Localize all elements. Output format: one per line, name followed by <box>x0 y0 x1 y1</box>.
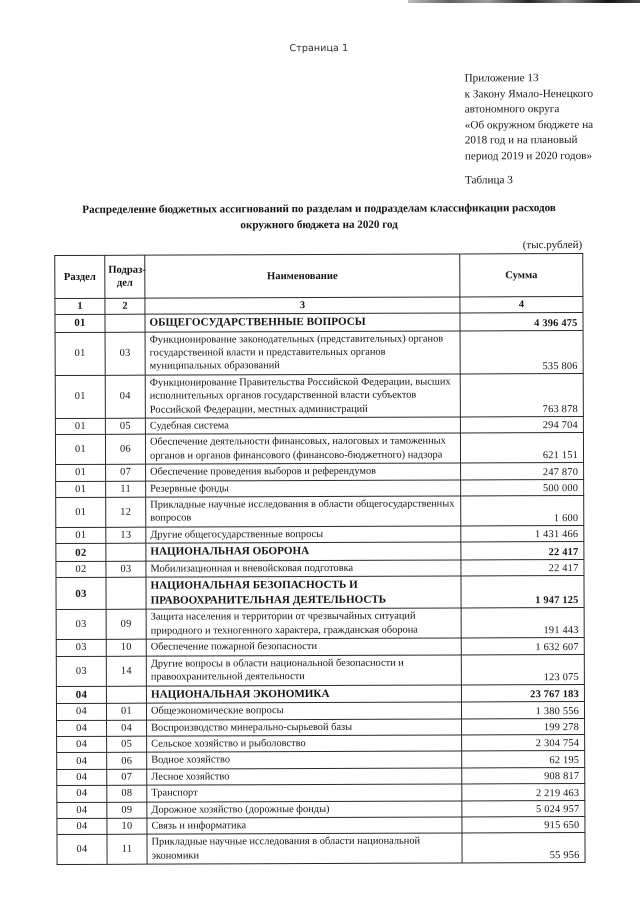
cell-podrazdel <box>105 314 145 332</box>
cell-amount: 55 956 <box>462 833 585 863</box>
table-row <box>56 479 584 497</box>
cell-name: Сельское хозяйство и рыболовство <box>147 735 462 753</box>
cell-podrazdel: 01 <box>106 703 146 720</box>
table-row <box>56 496 584 528</box>
table-row <box>57 767 585 785</box>
cell-amount: 621 151 <box>460 433 583 463</box>
cell-name: Лесное хозяйство <box>147 768 462 786</box>
cell-name: Связь и информатика <box>147 817 462 835</box>
cell-name: Воспроизводство минерально-сырьевой базы <box>147 718 462 736</box>
page-label: Страница 1 <box>289 42 349 55</box>
table-row <box>56 702 584 720</box>
imprint-line-5: 2018 год и на плановый <box>464 134 578 147</box>
table-row <box>55 417 583 435</box>
cell-razdel: 04 <box>57 736 107 753</box>
header-podrazdel-line-2: дел <box>116 277 133 289</box>
cell-amount: 2 304 754 <box>462 734 585 751</box>
cell-name: Судебная система <box>145 417 460 435</box>
cell-razdel: 04 <box>56 703 106 720</box>
cell-amount: 4 396 475 <box>460 312 583 330</box>
cell-name: НАЦИОНАЛЬНАЯ ОБОРОНА <box>146 542 461 561</box>
header-podrazdel-line-1: Подраз- <box>108 264 146 276</box>
cell-amount: 294 704 <box>460 417 583 434</box>
cell-name: Другие вопросы в области национальной безопасности и правоохранительной деятельности <box>146 655 461 686</box>
imprint-line-3: автономного округа <box>464 103 560 116</box>
cell-razdel: 01 <box>56 497 106 527</box>
table-row <box>56 559 584 577</box>
cell-amount: 1 632 607 <box>461 638 584 655</box>
cell-podrazdel: 04 <box>105 375 145 418</box>
cell-name: Защита населения и территории от чрезвычайных ситуаций природного и техногенного характера, гражданская оборона <box>146 608 461 639</box>
cell-amount: 62 195 <box>462 751 585 768</box>
cell-name: Транспорт <box>147 784 462 802</box>
imprint-line-1: Приложение 13 <box>464 72 539 85</box>
table-row <box>55 433 583 465</box>
cell-podrazdel: 10 <box>107 818 147 835</box>
cell-amount: 1 947 125 <box>461 576 584 609</box>
cell-razdel: 04 <box>57 720 107 737</box>
table-row <box>55 373 583 418</box>
cell-podrazdel: 09 <box>107 802 147 819</box>
cell-amount: 123 075 <box>461 654 584 684</box>
table-row <box>55 330 583 375</box>
cell-podrazdel: 07 <box>106 464 146 481</box>
cell-podrazdel: 05 <box>105 418 145 435</box>
cell-name: Резервные фонды <box>146 480 461 498</box>
cell-name: Мобилизационная и вневойсковая подготовка <box>146 560 461 578</box>
table-row <box>56 684 584 704</box>
cell-podrazdel <box>106 577 146 609</box>
cell-amount: 247 870 <box>461 463 584 480</box>
cell-razdel: 02 <box>56 544 106 562</box>
cell-amount: 199 278 <box>462 718 585 735</box>
cell-razdel: 01 <box>56 465 106 482</box>
cell-razdel: 04 <box>57 785 107 802</box>
table-row <box>57 784 585 802</box>
cell-name: Дорожное хозяйство (дорожные фонды) <box>147 800 462 818</box>
table-header-row <box>55 253 583 298</box>
colnum-2: 2 <box>105 298 145 314</box>
cell-podrazdel: 11 <box>107 835 147 865</box>
cell-razdel: 01 <box>55 375 105 418</box>
colnum-4: 4 <box>460 296 583 312</box>
header-razdel: Раздел <box>55 255 105 298</box>
imprint-line-6: период 2019 и 2020 годов» <box>464 149 593 163</box>
table-row <box>56 576 584 610</box>
budget-table <box>54 253 585 865</box>
cell-razdel: 03 <box>56 640 106 657</box>
table-header <box>55 253 583 314</box>
cell-razdel: 04 <box>57 835 107 865</box>
cell-podrazdel: 09 <box>106 610 146 640</box>
colnum-3: 3 <box>145 297 460 314</box>
cell-name: Другие общегосударственные вопросы <box>146 526 461 544</box>
cell-name: Водное хозяйство <box>147 751 462 769</box>
cell-podrazdel: 13 <box>106 527 146 544</box>
cell-podrazdel <box>106 543 146 561</box>
cell-razdel: 04 <box>57 753 107 770</box>
document-title <box>63 200 575 234</box>
cell-podrazdel: 11 <box>106 481 146 498</box>
table-row <box>56 638 584 656</box>
table-row <box>57 833 585 865</box>
cell-podrazdel: 12 <box>106 497 146 527</box>
cell-amount: 1 431 466 <box>461 525 584 542</box>
cell-podrazdel: 08 <box>107 785 147 802</box>
cell-podrazdel: 04 <box>107 720 147 737</box>
cell-amount: 500 000 <box>461 479 584 496</box>
cell-name: Функционирование законодательных (представительных) органов государственной власти и представительных органов муниципальных образований <box>145 331 460 375</box>
cell-razdel: 01 <box>55 332 105 375</box>
cell-name: Обеспечение проведения выборов и референдумов <box>146 463 461 481</box>
cell-razdel: 04 <box>57 769 107 786</box>
cell-podrazdel: 03 <box>106 561 146 578</box>
table-row <box>57 718 585 736</box>
cell-razdel: 01 <box>56 481 106 498</box>
cell-podrazdel: 06 <box>107 752 147 769</box>
cell-name: Обеспечение деятельности финансовых, налоговых и таможенных органов и органов финансового (финансово-бюджетного) надзора <box>145 433 460 464</box>
cell-amount: 1 600 <box>461 496 584 526</box>
header-name: Наименование <box>145 254 460 298</box>
table-row <box>57 816 585 834</box>
cell-amount: 535 806 <box>460 330 583 374</box>
header-summa: Сумма <box>460 253 583 296</box>
cell-razdel: 04 <box>56 686 106 704</box>
table-row <box>57 800 585 818</box>
table-row <box>55 312 583 332</box>
cell-amount: 5 024 957 <box>462 800 585 817</box>
cell-razdel: 03 <box>56 578 106 610</box>
document-title-line-1: Распределение бюджетных ассигнований по разделам и подразделам классификации расходов <box>82 202 556 216</box>
cell-name: Обеспечение пожарной безопасности <box>146 638 461 656</box>
cell-name: ОБЩЕГОСУДАРСТВЕННЫЕ ВОПРОСЫ <box>145 313 460 332</box>
units-label: (тыс.рублей) <box>522 238 583 252</box>
table-row <box>56 608 584 640</box>
cell-amount: 22 417 <box>461 559 584 576</box>
cell-amount: 908 817 <box>462 767 585 784</box>
cell-razdel: 03 <box>56 610 106 640</box>
table-row <box>57 751 585 769</box>
cell-podrazdel: 05 <box>107 736 147 753</box>
cell-razdel: 04 <box>57 802 107 819</box>
cell-razdel: 02 <box>56 561 106 578</box>
cell-name: НАЦИОНАЛЬНАЯ БЕЗОПАСНОСТЬ И ПРАВООХРАНИТЕЛЬНАЯ ДЕЯТЕЛЬНОСТЬ <box>146 576 461 609</box>
table-row <box>56 654 584 686</box>
document-title-line-2: окружного бюджета на 2020 год <box>240 218 398 232</box>
cell-razdel: 01 <box>55 314 105 332</box>
cell-podrazdel <box>106 686 146 704</box>
cell-name: Прикладные научные исследования в области национальной экономики <box>147 833 462 864</box>
table-row <box>56 525 584 543</box>
cell-amount: 22 417 <box>461 542 584 560</box>
table-number-note: Таблица 3 <box>464 174 513 187</box>
cell-razdel: 01 <box>55 418 105 435</box>
cell-amount: 2 219 463 <box>462 784 585 801</box>
table-body <box>55 312 585 864</box>
cell-amount: 1 380 556 <box>461 702 584 719</box>
cell-podrazdel: 07 <box>107 769 147 786</box>
table-row <box>56 463 584 481</box>
table-row <box>57 734 585 752</box>
imprint-line-4: «Об окружном бюджете на <box>464 118 594 132</box>
cell-razdel: 01 <box>55 435 105 465</box>
header-podrazdel <box>105 255 145 298</box>
colnum-1: 1 <box>55 298 105 314</box>
cell-name: Функционирование Правительства Российской Федерации, высших исполнительных органов государственной власти субъектов Российской Федерации, местных администраций <box>145 374 460 418</box>
table-row <box>56 542 584 562</box>
cell-podrazdel: 14 <box>106 656 146 686</box>
cell-razdel: 04 <box>57 818 107 835</box>
imprint-line-2: к Закону Ямало-Ненецкого <box>464 87 594 101</box>
cell-amount: 23 767 183 <box>461 684 584 702</box>
cell-name: НАЦИОНАЛЬНАЯ ЭКОНОМИКА <box>146 684 461 703</box>
document-imprint <box>465 71 640 165</box>
cell-podrazdel: 03 <box>105 332 145 375</box>
cell-amount: 763 878 <box>460 373 583 417</box>
cell-razdel: 03 <box>56 656 106 686</box>
cell-podrazdel: 06 <box>105 435 145 465</box>
cell-razdel: 01 <box>56 527 106 544</box>
cell-amount: 191 443 <box>461 608 584 638</box>
cell-name: Прикладные научные исследования в области общегосударственных вопросов <box>146 496 461 527</box>
cell-podrazdel: 10 <box>106 639 146 656</box>
cell-name: Общеэкономические вопросы <box>146 702 461 720</box>
cell-amount: 915 650 <box>462 816 585 833</box>
